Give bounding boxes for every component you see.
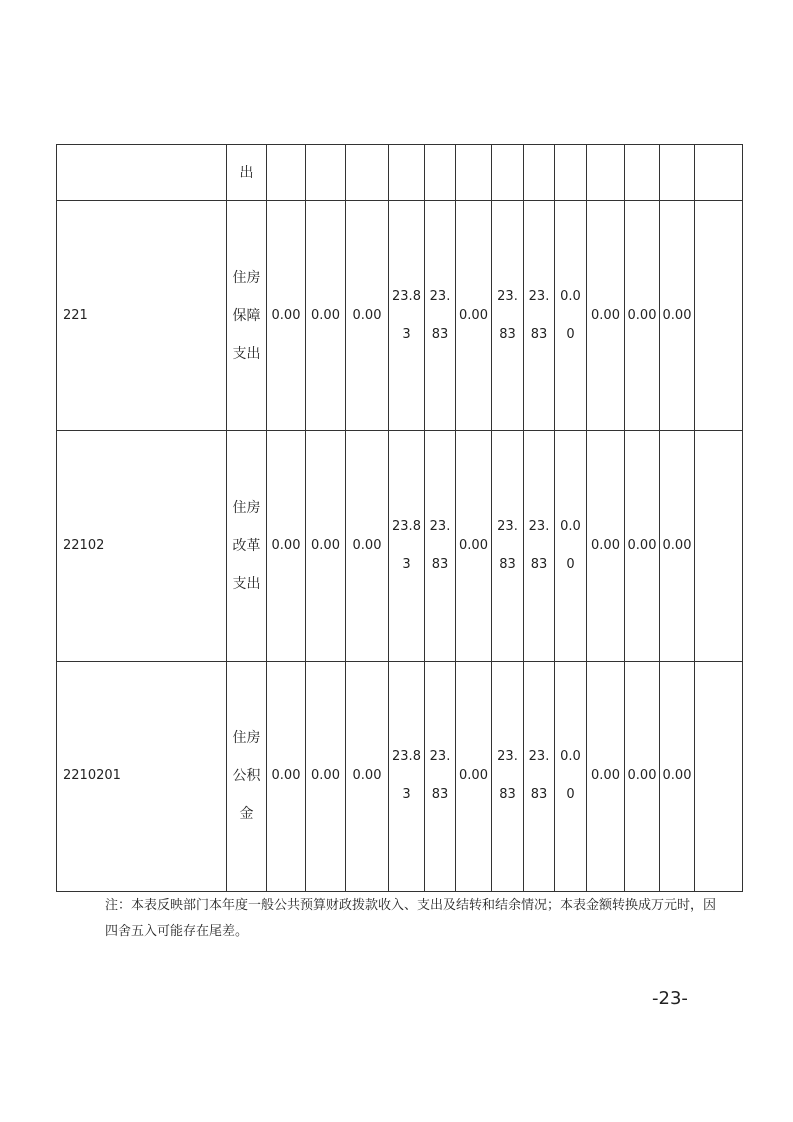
empty-cell xyxy=(456,145,492,201)
value-cell: 0.00 xyxy=(306,661,346,891)
value-cell: 0.00 xyxy=(555,201,587,431)
value-cell: 0.00 xyxy=(456,431,492,661)
value-cell: 23.83 xyxy=(389,201,425,431)
empty-cell xyxy=(389,145,425,201)
value-cell: 0.00 xyxy=(346,661,389,891)
value-cell: 23.83 xyxy=(524,201,555,431)
value-cell: 23.83 xyxy=(389,661,425,891)
page-number: -23- xyxy=(652,988,688,1009)
value-cell: 0.00 xyxy=(555,431,587,661)
empty-cell xyxy=(660,145,695,201)
value-cell: 0.00 xyxy=(267,431,306,661)
value-cell: 23.83 xyxy=(425,661,456,891)
value-cell: 0.00 xyxy=(625,431,660,661)
empty-cell xyxy=(555,145,587,201)
row-code: 221 xyxy=(57,201,227,431)
value-cell: 0.00 xyxy=(660,201,695,431)
value-cell: 23.83 xyxy=(492,431,524,661)
table-row-partial xyxy=(57,145,743,201)
value-cell xyxy=(695,431,743,661)
budget-table xyxy=(56,144,743,892)
table-row xyxy=(57,431,743,661)
value-cell: 0.00 xyxy=(587,661,625,891)
empty-cell xyxy=(695,145,743,201)
row-name: 住房保障支出 xyxy=(227,201,267,431)
row-name: 住房改革支出 xyxy=(227,431,267,661)
row-code: 22102 xyxy=(57,431,227,661)
value-cell: 0.00 xyxy=(306,201,346,431)
row-name: 住房公积金 xyxy=(227,661,267,891)
value-cell: 0.00 xyxy=(625,201,660,431)
empty-cell xyxy=(346,145,389,201)
value-cell: 0.00 xyxy=(456,661,492,891)
empty-cell xyxy=(625,145,660,201)
value-cell: 23.83 xyxy=(492,201,524,431)
value-cell: 0.00 xyxy=(346,201,389,431)
value-cell: 0.00 xyxy=(587,431,625,661)
value-cell: 0.00 xyxy=(306,431,346,661)
empty-cell xyxy=(267,145,306,201)
value-cell: 0.00 xyxy=(456,201,492,431)
empty-cell xyxy=(306,145,346,201)
value-cell: 23.83 xyxy=(425,431,456,661)
table-footnote: 注：本表反映部门本年度一般公共预算财政拨款收入、支出及结转和结余情况；本表金额转换成万元时，因四舍五入可能存在尾差。 xyxy=(105,898,717,939)
row-code: 2210201 xyxy=(57,661,227,891)
value-cell: 23.83 xyxy=(492,661,524,891)
value-cell: 0.00 xyxy=(660,431,695,661)
value-cell xyxy=(695,661,743,891)
table-row xyxy=(57,201,743,431)
empty-cell xyxy=(587,145,625,201)
value-cell: 0.00 xyxy=(267,201,306,431)
value-cell: 23.83 xyxy=(425,201,456,431)
value-cell: 0.00 xyxy=(555,661,587,891)
value-cell: 0.00 xyxy=(587,201,625,431)
empty-cell xyxy=(524,145,555,201)
empty-cell xyxy=(492,145,524,201)
empty-cell xyxy=(425,145,456,201)
value-cell xyxy=(695,201,743,431)
value-cell: 0.00 xyxy=(625,661,660,891)
value-cell: 23.83 xyxy=(524,431,555,661)
value-cell: 0.00 xyxy=(660,661,695,891)
value-cell: 23.83 xyxy=(524,661,555,891)
value-cell: 23.83 xyxy=(389,431,425,661)
row-name: 出 xyxy=(227,145,267,201)
value-cell: 0.00 xyxy=(346,431,389,661)
value-cell: 0.00 xyxy=(267,661,306,891)
table-row xyxy=(57,661,743,891)
row-code xyxy=(57,145,227,201)
